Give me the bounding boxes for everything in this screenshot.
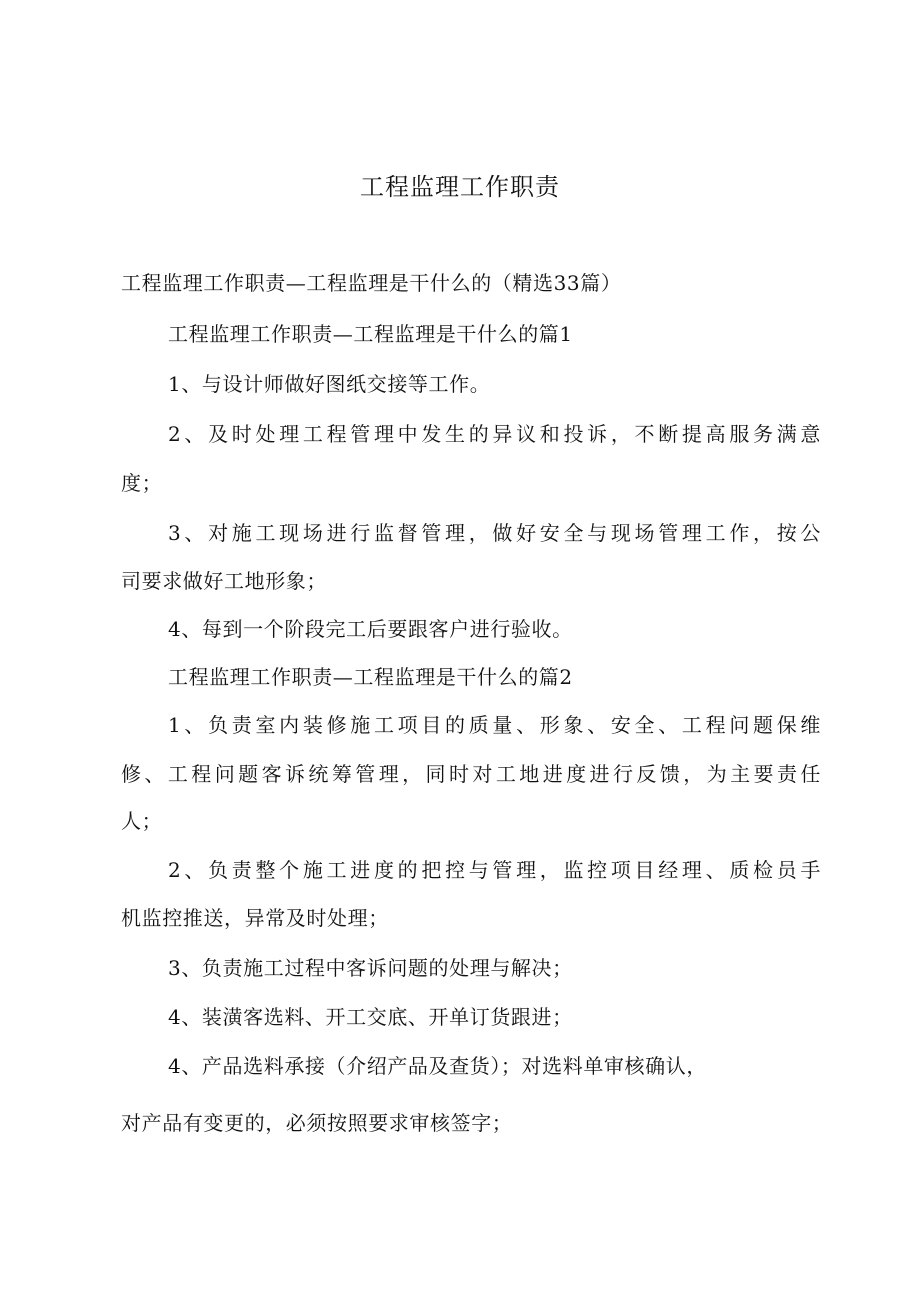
section-1-item-2-line-1: 2、及时处理工程管理中发生的异议和投诉，不断提高服务满意 xyxy=(168,422,821,446)
section-2-item-4: 4、装潢客选料、开工交底、开单订货跟进； xyxy=(168,1005,573,1029)
section-1-item-1: 1、与设计师做好图纸交接等工作。 xyxy=(168,372,491,396)
section-2-item-1-line-3: 人； xyxy=(121,809,163,833)
section-2-item-2-line-2: 机监控推送，异常及时处理； xyxy=(121,906,389,930)
document-subtitle: 工程监理工作职责—工程监理是干什么的（精选33篇） xyxy=(121,271,622,295)
section-1-heading: 工程监理工作职责—工程监理是干什么的篇1 xyxy=(168,322,573,346)
section-1-item-3-line-2: 司要求做好工地形象； xyxy=(121,569,327,593)
section-2-item-5-line-1: 4、产品选料承接（介绍产品及查货）；对选料单审核确认， xyxy=(168,1054,707,1078)
section-2-item-2-line-1: 2、负责整个施工进度的把控与管理，监控项目经理、质检员手 xyxy=(168,858,821,882)
section-2-item-1-line-2: 修、工程问题客诉统筹管理，同时对工地进度进行反馈，为主要责任 xyxy=(121,762,821,786)
section-2-item-5-line-2: 对产品有变更的，必须按照要求审核签字； xyxy=(121,1111,513,1135)
section-2-item-3: 3、负责施工过程中客诉问题的处理与解决； xyxy=(168,956,573,980)
section-1-item-3-line-1: 3、对施工现场进行监督管理，做好安全与现场管理工作，按公 xyxy=(168,521,821,545)
section-2-heading: 工程监理工作职责—工程监理是干什么的篇2 xyxy=(168,665,573,689)
section-1-item-2-line-2: 度； xyxy=(121,471,163,495)
section-2-item-1-line-1: 1、负责室内装修施工项目的质量、形象、安全、工程问题保维 xyxy=(168,713,821,737)
section-1-item-4: 4、每到一个阶段完工后要跟客户进行验收。 xyxy=(168,617,573,641)
document-title: 工程监理工作职责 xyxy=(360,173,560,201)
